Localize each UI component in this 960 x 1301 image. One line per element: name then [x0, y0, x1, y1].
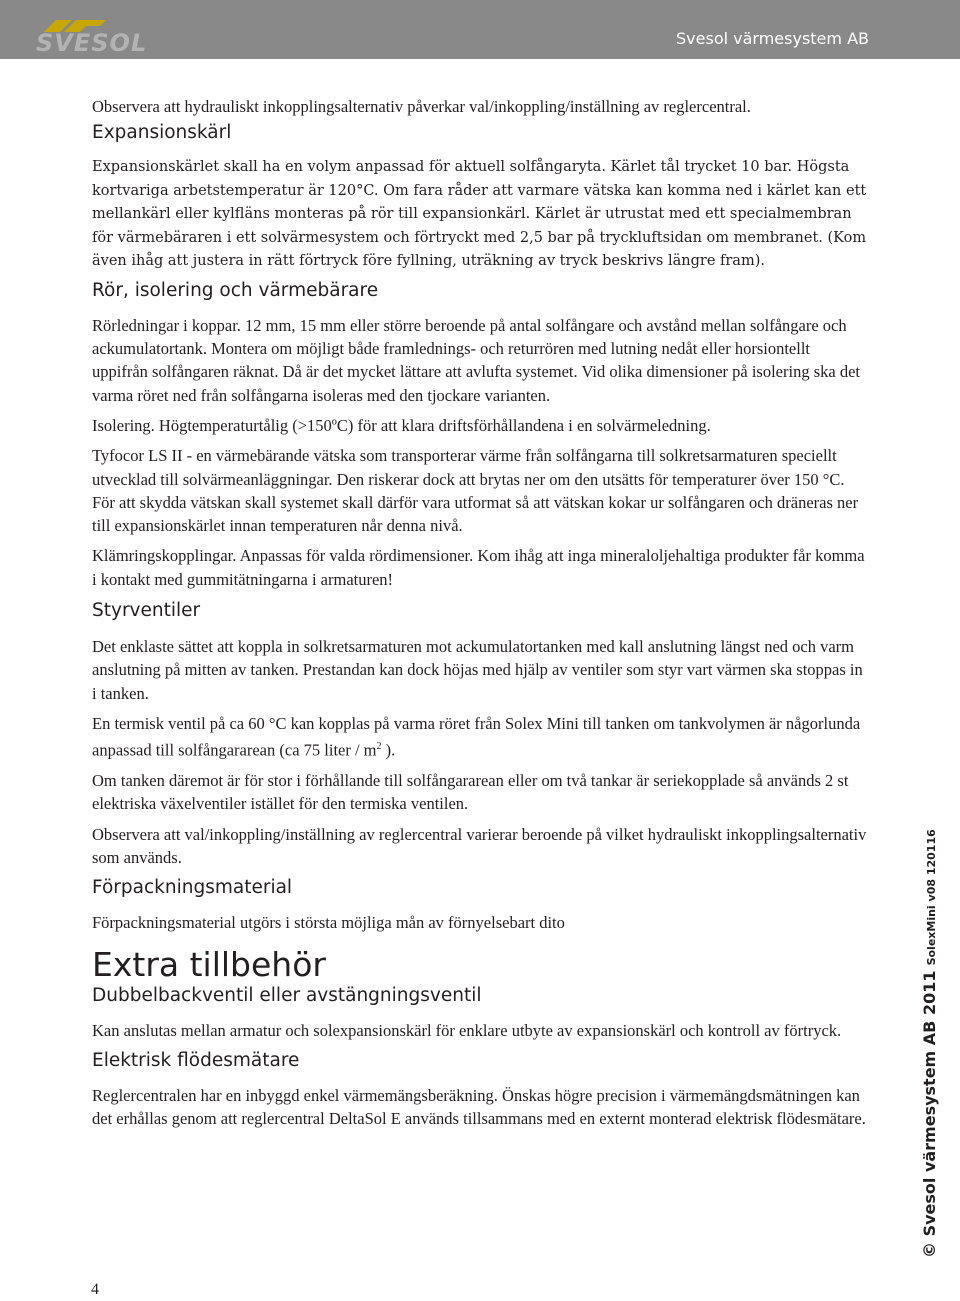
paragraph-tyfocor: Tyfocor LS II - en värmebärande vätska som transporterar värme från solfångarna till solkretsarmaturen speciellt utvecklad till solvärmeanläggningar. Den riskerar dock att brytas ner om den utsätts för temperaturer över 150 °C. För att skydda vätskan skall systemet skall därför vara utformat så att vätskan kokar ur solfångaren och dräneras ner till expansionskärlet innan temperaturen når denna nivå.	[92, 446, 859, 536]
superscript-2: 2	[376, 741, 382, 753]
paragraph-styrventiler-4: Observera att val/inkoppling/inställning av reglercentral varierar beroende på vilket hydrauliskt inkopplingsalternativ som används.	[92, 824, 867, 867]
paragraph-styrventiler-2-text: En termisk ventil på ca 60 °C kan kopplas på varma röret från Solex Mini till tanken om tankvolymen är någorlunda anpassad till solfångararean (ca 75 liter / m	[92, 713, 861, 760]
paragraph-flodesmatare: Reglercentralen har en inbyggd enkel värmemängsberäkning. Önskas högre precision i värmemängdsmätningen kan det erhållas genom att reglercentral DeltaSol E används tillsammans med en externt monterad elektrisk flödesmätare.	[92, 1085, 866, 1129]
paragraph-klamringskopplingar: Klämringskopplingar. Anpassas för valda rördimensioner. Kom ihåg att inga mineraloljehaltiga produkter får komma i kontakt med gummitätningarna i armaturen!	[92, 546, 865, 589]
paragraph-styrventiler-2-end: ).	[381, 740, 396, 760]
logo-wordmark: SVESOL	[36, 29, 148, 57]
paragraph-expansionskarl: Expansionskärlet skall ha en volym anpassad för aktuell solfångaryta. Kärlet tål trycket 10 bar. Högsta kortvariga arbetstemperatur är 120°C. Om fara råder att varmare vätska kan komma ned i kärlet kan ett mellankärl eller kylfläns monteras på rör till expansionkärl. Kärlet är utrustat med ett specialmembran för värmebäraren i ett solvärmesystem och förtryckt med 2,5 bar på tryckluftsidan om membranet. (Kom även ihåg att justera in rätt förtryck före fyllning, uträkning av tryck beskrivs längre fram).	[92, 159, 867, 270]
paragraph-styrventiler-1: Det enklaste sättet att koppla in solkretsarmaturen mot ackumulatortanken med kall anslutning längst ned och varm anslutning på mitten av tanken. Prestandan kan dock höjas med hjälp av ventiler som styr vart värmen ska stoppas in i tanken.	[92, 637, 863, 703]
paragraph-forpackningsmaterial: Förpackningsmaterial utgörs i största möjliga mån av förnyelsebart dito	[92, 913, 565, 933]
intro-paragraph: Observera att hydrauliskt inkopplingsalternativ påverkar val/inkoppling/inställning av reglercentral.	[92, 97, 751, 116]
heading-ror-isolering: Rör, isolering och värmebärare	[92, 279, 379, 301]
paragraph-styrventiler-2	[92, 712, 867, 762]
paragraph-isolering: Isolering. Högtemperaturtålig (>150ºC) för att klara driftsförhållandena i en solvärmeledning.	[92, 415, 711, 435]
document-body	[92, 95, 867, 1130]
heading-styrventiler: Styrventiler	[92, 600, 201, 622]
heading-extra-tillbehor: Extra tillbehör	[92, 944, 326, 984]
heading-expansionskarl: Expansionskärl	[92, 122, 232, 144]
heading-forpackningsmaterial: Förpackningsmaterial	[92, 877, 293, 899]
paragraph-rorledningar: Rörledningar i koppar. 12 mm, 15 mm eller större beroende på antal solfångare och avstånd mellan solfångare och ackumulatortank. Montera om möjligt både framlednings- och returrören med lutning nedåt eller horsiontellt uppifrån solfångaren räknat. Då är det mycket lättare att avlufta systemet. Vid olika dimensioner på isolering ska det varma röret ned från solfångarna isoleras med den tjockare varianten.	[92, 315, 860, 405]
copyright-main: © Svesol värmesystem AB 2011	[920, 970, 939, 1258]
paragraph-styrventiler-3: Om tanken däremot är för stor i förhållande till solfångararean eller om två tankar är seriekopplade så används 2 st elektriska växelventiler istället för den termiska ventilen.	[92, 771, 849, 814]
header-company-name: Svesol värmesystem AB	[676, 29, 869, 48]
page-header	[0, 0, 960, 59]
heading-dubbelbackventil: Dubbelbackventil eller avstängningsventil	[92, 984, 482, 1006]
heading-elektrisk-flodesmatare: Elektrisk flödesmätare	[92, 1049, 300, 1071]
copyright-doc-id: SolexMini v08 120116	[925, 829, 938, 966]
side-copyright	[920, 829, 939, 1258]
paragraph-dubbelbackventil: Kan anslutas mellan armatur och solexpansionskärl för enklare utbyte av expansionskärl och kontroll av förtryck.	[92, 1020, 842, 1040]
page-number: 4	[91, 1281, 99, 1298]
